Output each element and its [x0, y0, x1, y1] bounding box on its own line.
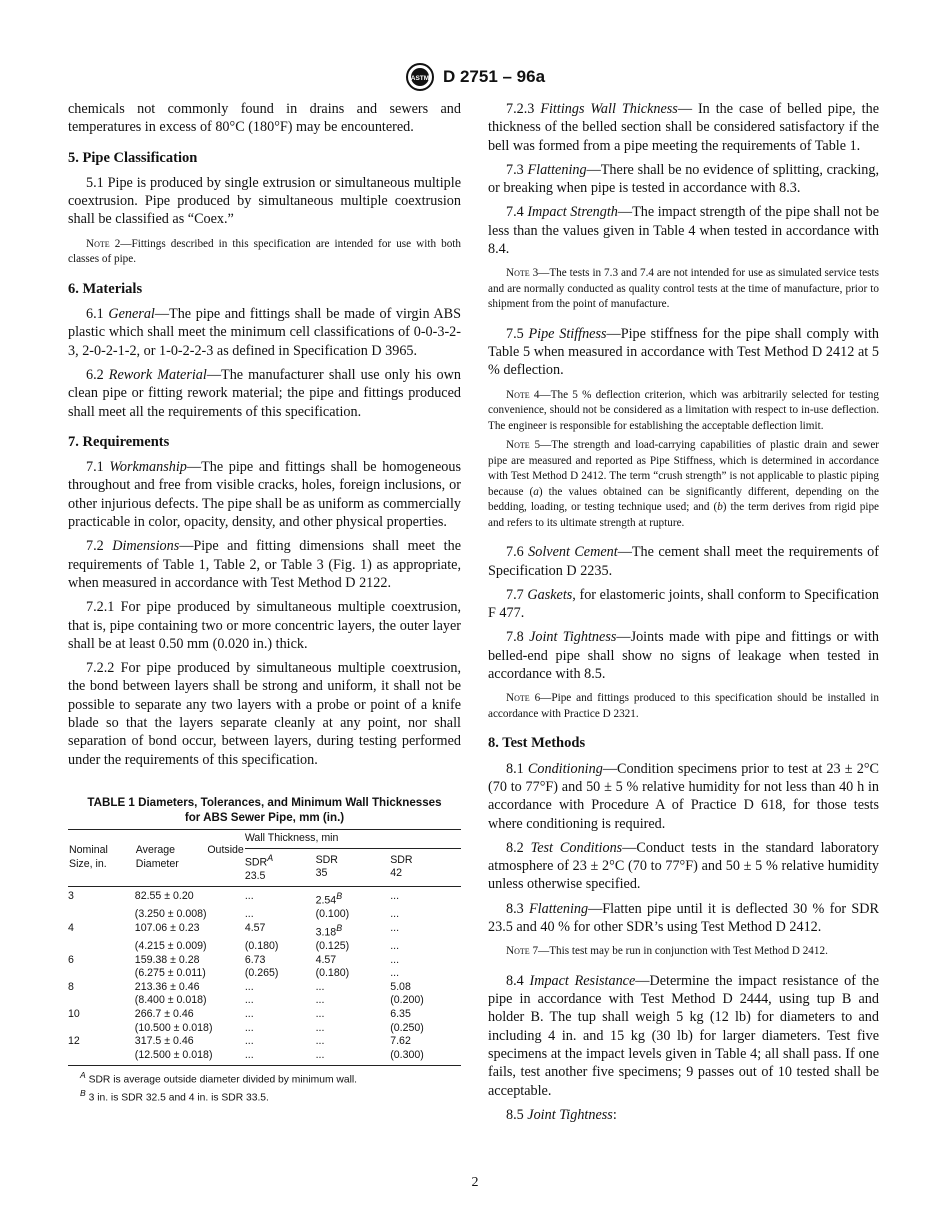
page-header: [0, 62, 950, 92]
note-5: Note 5—The strength and load-carrying capabilities of plastic drain and sewer pipe are measured and reported as Pipe Stiffness, which is determined in accordance with Test Method D 2412. The term “crush strength” is not applicable to plastic piping because (a) the values obtained can be significantly different, depending on the bedding, loading, or testing technique used; and (b) the term derives from rigid pipe and refers to its ultimate strength at rupture.: [488, 439, 880, 529]
para-7-4: 7.4 Impact Strength—The impact strength of the pipe shall not be less than the values given in Table 4 when tested in accordance with 8.4.: [488, 204, 880, 258]
left-column: [68, 100, 461, 1105]
table-row: (12.500 ± 0.018) ... ... (0.300): [68, 1049, 461, 1066]
table-row: (3.250 ± 0.008) ... (0.100) ...: [134, 908, 400, 921]
section-8-title: 8. Test Methods: [488, 735, 586, 752]
para-7-8: 7.8 Joint Tightness—Joints made with pipe and fittings or with belled-end pipe shall show no signs of leakage when tested in accordance with 8.5.: [488, 629, 880, 683]
table-row: (8.400 ± 0.018) ... ... (0.200): [134, 994, 424, 1007]
section-7-title: 7. Requirements: [68, 433, 170, 450]
para-8-5: 8.5 Joint Tightness:: [506, 1106, 617, 1123]
section-6-title: 6. Materials: [68, 280, 143, 297]
table-row: 12 317.5 ± 0.46 ... ... 7.62: [68, 1035, 411, 1048]
col-sdr-35: SDR 35: [316, 848, 391, 887]
table-footnote-a: $^A$ SDR is average outside diameter divided by minimum wall.: [80, 1070, 358, 1086]
table-row: (10.500 ± 0.018) ... ... (0.250): [134, 1021, 424, 1034]
table-row: 8 213.36 ± 0.46 ... ... 5.08: [68, 980, 411, 993]
para-8-3: 8.3 Flattening—Flatten pipe until it is deflected 30 % for SDR 23.5 and 40 % for other SDR’s using Test Method D 2412.: [488, 900, 879, 936]
para-5-1: 5.1 Pipe is produced by single extrusion or simultaneous multiple coextrusion. Pipe produced by simultaneous multiple coextrusion shall be classified as “Coex.”: [68, 174, 461, 228]
table-row: 10 266.7 ± 0.46 ... ... 6.35: [68, 1008, 411, 1021]
note-4: Note 4—The 5 % deflection criterion, which was arbitrarily selected for testing convenience, should not be considered as a limitation with respect to in-use deflection. The engineer is responsible for establishing the acceptable deflection limit.: [488, 388, 879, 432]
section-5-title: 5. Pipe Classification: [68, 149, 198, 166]
table-1-title: TABLE 1 Diameters, Tolerances, and Minimum Wall Thicknesses for ABS Sewer Pipe, mm (in.): [87, 795, 442, 824]
note-6: Note 6—Pipe and fittings produced to this specification should be installed in accordance with Practice D 2321.: [488, 692, 879, 720]
note-2: Note 2—Fittings described in this specification are intended for use with both classes of pipe.: [68, 237, 462, 266]
col-average-od: Average Outside Diameter: [135, 829, 245, 886]
logo-text: ASTM: [410, 75, 430, 82]
table-row: 4 107.06 ± 0.23 4.57 $3.18^B$ ...: [68, 921, 400, 939]
table-row: 6 159.38 ± 0.28 6.73 4.57 ...: [68, 953, 400, 966]
table-1: [68, 829, 461, 1067]
para-7-1: 7.1 Workmanship—The pipe and fittings shall be homogeneous throughout and free from visible cracks, holes, foreign inclusions, or other injurious defects. The pipe shall be as uniform as commercially practicable in color, opacity, density, and other physical properties.: [68, 459, 462, 531]
para-7-7: 7.7 Gaskets, for elastomeric joints, shall conform to Specification F 477.: [488, 586, 880, 622]
para-7-2: 7.2 Dimensions—Pipe and fitting dimensions shall meet the requirements of Table 1, Table 2, or Table 3 (Fig. 1) as appropriate, when measured in accordance with Test Method D 2122.: [68, 538, 461, 591]
note-3: Note 3—The tests in 7.3 and 7.4 are not intended for use as simulated service tests and are normally conducted as quality control tests at the time of manufacture, prior to shipment from the point of manufacture.: [488, 267, 879, 311]
para-6-2: 6.2 Rework Material—The manufacturer shall use only his own clean pipe or fitting rework material; the pipe and fittings produced shall meet all the requirements of this specification.: [68, 366, 461, 420]
para-8-4: 8.4 Impact Resistance—Determine the impact resistance of the pipe in accordance with Test Method D 2444, using tup B and holder B. The tup shall weigh 5 kg (12 lb) for diameters to and including 4 in. and 15 kg (30 lb) for larger diameters. Test five specimens at the impact levels given in Table 4; all shall pass. If one fails, test another five specimens; 9 passes out of 10 tested shall be acceptable.: [488, 972, 879, 1099]
para-7-6: 7.6 Solvent Cement—The cement shall meet the requirements of Specification D 2235.: [488, 544, 879, 579]
page-number: 2: [471, 1175, 479, 1190]
para-top: chemicals not commonly found in drains and sewers and temperatures in excess of 80°C (180°F) may be encountered.: [68, 101, 461, 136]
col-wall-thickness: Wall Thickness, min: [245, 829, 461, 848]
designation: D 2751 – 96a: [442, 67, 546, 86]
table-footnote-b: $^B$ 3 in. is SDR 32.5 and 4 in. is SDR 33.5.: [80, 1088, 269, 1104]
para-8-1: 8.1 Conditioning—Condition specimens prior to test at 23 ± 2°C (70 to 77°F) and 50 ± 5 % relative humidity for not less than 40 h in accordance with Procedure A of Practice D 618, for those tests where conditioning is required.: [488, 760, 880, 832]
col-nominal-size: Nominal Size, in.: [68, 829, 135, 886]
para-7-5: 7.5 Pipe Stiffness—Pipe stiffness for the pipe shall comply with Table 5 when measured in accordance with Test Method D 2412 at 5 % deflection.: [488, 325, 879, 379]
para-7-2-1: 7.2.1 For pipe produced by simultaneous multiple coextrusion, that is, pipe containing two or more concentric layers, the outer layer shall be at least 0.50 mm (0.020 in.) thick.: [68, 599, 461, 652]
col-sdr-23-5: $SDR^A$ 23.5: [245, 848, 316, 887]
para-6-1: 6.1 General—The pipe and fittings shall be made of virgin ABS plastic which shall meet the minimum cell classifications of 0-0-3-2-3, 2-0-2-1-2, or 1-0-2-2-3 as defined in Specification D 3965.: [68, 306, 461, 359]
right-column: [488, 100, 879, 1130]
para-7-2-2: 7.2.2 For pipe produced by simultaneous multiple coextrusion, the bond between layers shall be strong and uniform, it shall not be possible to separate any two layers with a probe or point of a knife blade so that the layers separate cleanly at any point, nor shall separation of bond occur, between layers, during testing performed under the requirements of this specification.: [68, 660, 461, 768]
col-sdr-42: SDR 42: [390, 848, 461, 887]
table-row: (4.215 ± 0.009) (0.180) (0.125) ...: [134, 940, 400, 953]
para-7-2-3: 7.2.3 Fittings Wall Thickness— In the case of belled pipe, the thickness of the belled section shall be considered satisfactory if the bell was formed from a pipe meeting the requirements of Table 1.: [488, 101, 879, 154]
para-8-2: 8.2 Test Conditions—Conduct tests in the standard laboratory atmosphere of 23 ± 2°C (70 to 77°F) and 50 ± 5 % relative humidity unless otherwise specified.: [488, 839, 879, 893]
table-row: 3 82.55 ± 0.20 ... $2.54^B$ ...: [68, 890, 400, 907]
astm-logo-icon: [405, 62, 435, 92]
table-row: (6.275 ± 0.011) (0.265) (0.180) ...: [134, 967, 400, 980]
para-7-3: 7.3 Flattening—There shall be no evidence of splitting, cracking, or breaking when pipe is tested in accordance with 8.3.: [488, 161, 879, 197]
note-7: Note 7—This test may be run in conjunction with Test Method D 2412.: [506, 945, 828, 958]
